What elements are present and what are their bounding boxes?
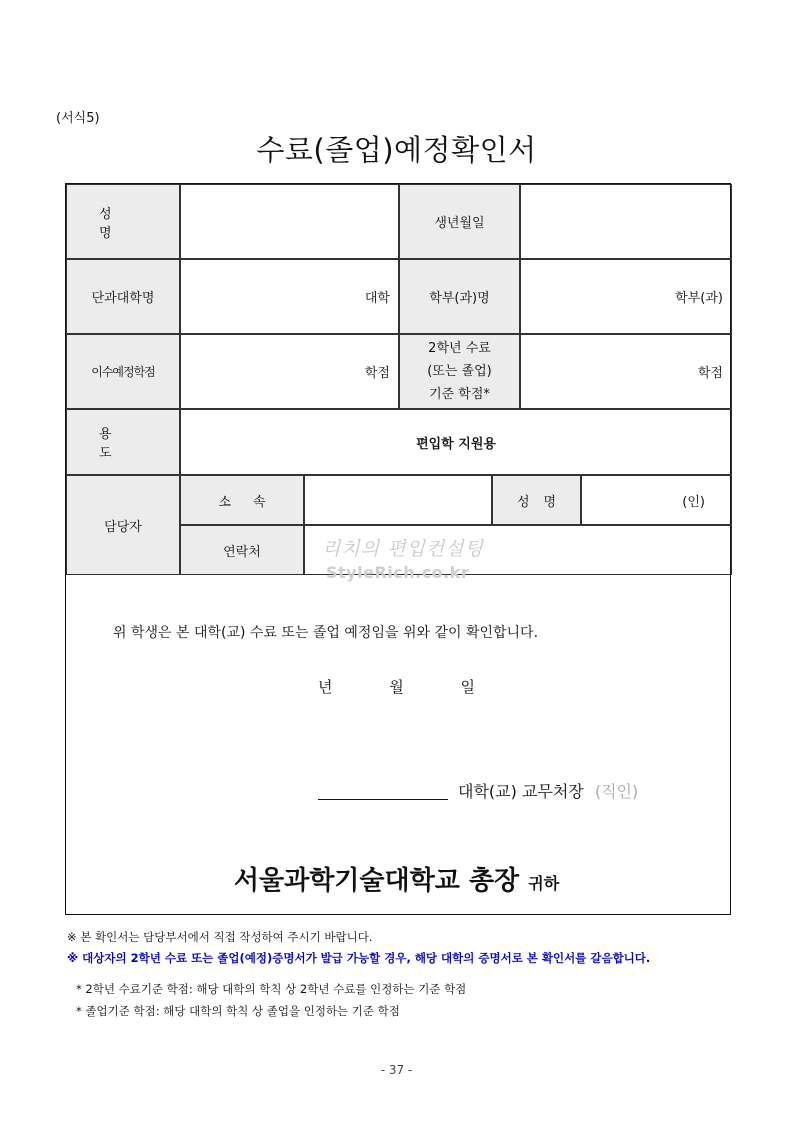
addressee <box>0 860 793 897</box>
document-title: 수료(졸업)예정확인서 <box>256 133 537 167</box>
manager-name-label: 성명 <box>492 475 581 525</box>
college-suffix: 대학 <box>364 291 390 306</box>
college-field[interactable] <box>180 259 399 334</box>
dept-label: 학부(과)명 <box>399 259 520 334</box>
credits-field[interactable] <box>180 334 399 409</box>
standard-label-line3: 기준 학점* <box>429 387 490 402</box>
standard-label-line1: 2학년 수료 <box>428 341 491 356</box>
credits-label: 이수예정학점 <box>66 334 180 409</box>
year-label: 년 <box>317 678 333 696</box>
footnote-1: * 2학년 수료기준 학점: 해당 대학의 학칙 상 2학년 수료를 인정하는 기준 학점 <box>76 982 467 996</box>
watermark-text: 리치의 편입컨설팅 <box>322 538 484 560</box>
standard-credits-field[interactable] <box>520 334 732 409</box>
birth-field[interactable] <box>520 184 732 259</box>
month-label: 월 <box>389 678 404 696</box>
purpose-label: 용도 <box>66 409 180 475</box>
watermark-url: StyleRich.co.kr <box>326 563 470 582</box>
dept-suffix: 학부(과) <box>675 291 723 306</box>
day-label: 일 <box>460 678 476 696</box>
manager-label: 담당자 <box>66 475 180 575</box>
college-label: 단과대학명 <box>66 259 180 334</box>
signer-title: 대학(교) 교무처장 <box>458 782 584 801</box>
manager-name-field[interactable] <box>581 475 732 525</box>
dept-field[interactable] <box>520 259 732 334</box>
standard-suffix: 학점 <box>697 366 723 381</box>
note-2: ※ 대상자의 2학년 수료 또는 졸업(예정)증명서가 발급 가능할 경우, 해당 대학의 증명서로 본 확인서를 갈음합니다. <box>67 951 651 965</box>
note-1: ※ 본 확인서는 담당부서에서 직접 작성하여 주시기 바랍니다. <box>67 930 373 944</box>
credits-suffix: 학점 <box>364 366 390 381</box>
date-row <box>0 676 793 697</box>
birth-label: 생년월일 <box>399 184 520 259</box>
page-number: - 37 - <box>380 1063 413 1077</box>
seal-mark: (인) <box>682 494 705 510</box>
signature-line <box>318 799 448 800</box>
addressee-suffix: 귀하 <box>528 874 560 893</box>
affiliation-label: 소속 <box>180 475 304 525</box>
confirm-statement: 위 학생은 본 대학(교) 수료 또는 졸업 예정임을 위와 같이 확인합니다. <box>113 625 539 641</box>
standard-label-line2: (또는 졸업) <box>427 364 492 379</box>
signer <box>458 779 638 802</box>
standard-credits-label <box>399 334 520 409</box>
contact-label: 연락처 <box>180 525 304 575</box>
affiliation-field[interactable] <box>304 475 492 525</box>
addressee-name: 서울과학기술대학교 총장 <box>233 866 520 896</box>
form-number: (서식5) <box>56 111 100 126</box>
official-seal-mark: (직인) <box>594 782 639 801</box>
name-field[interactable] <box>180 184 399 259</box>
footnote-2: * 졸업기준 학점: 해당 대학의 학칙 상 졸업을 인정하는 기준 학점 <box>76 1004 400 1018</box>
purpose-value: 편입학 지원용 <box>180 409 732 475</box>
name-label: 성명 <box>66 184 180 259</box>
